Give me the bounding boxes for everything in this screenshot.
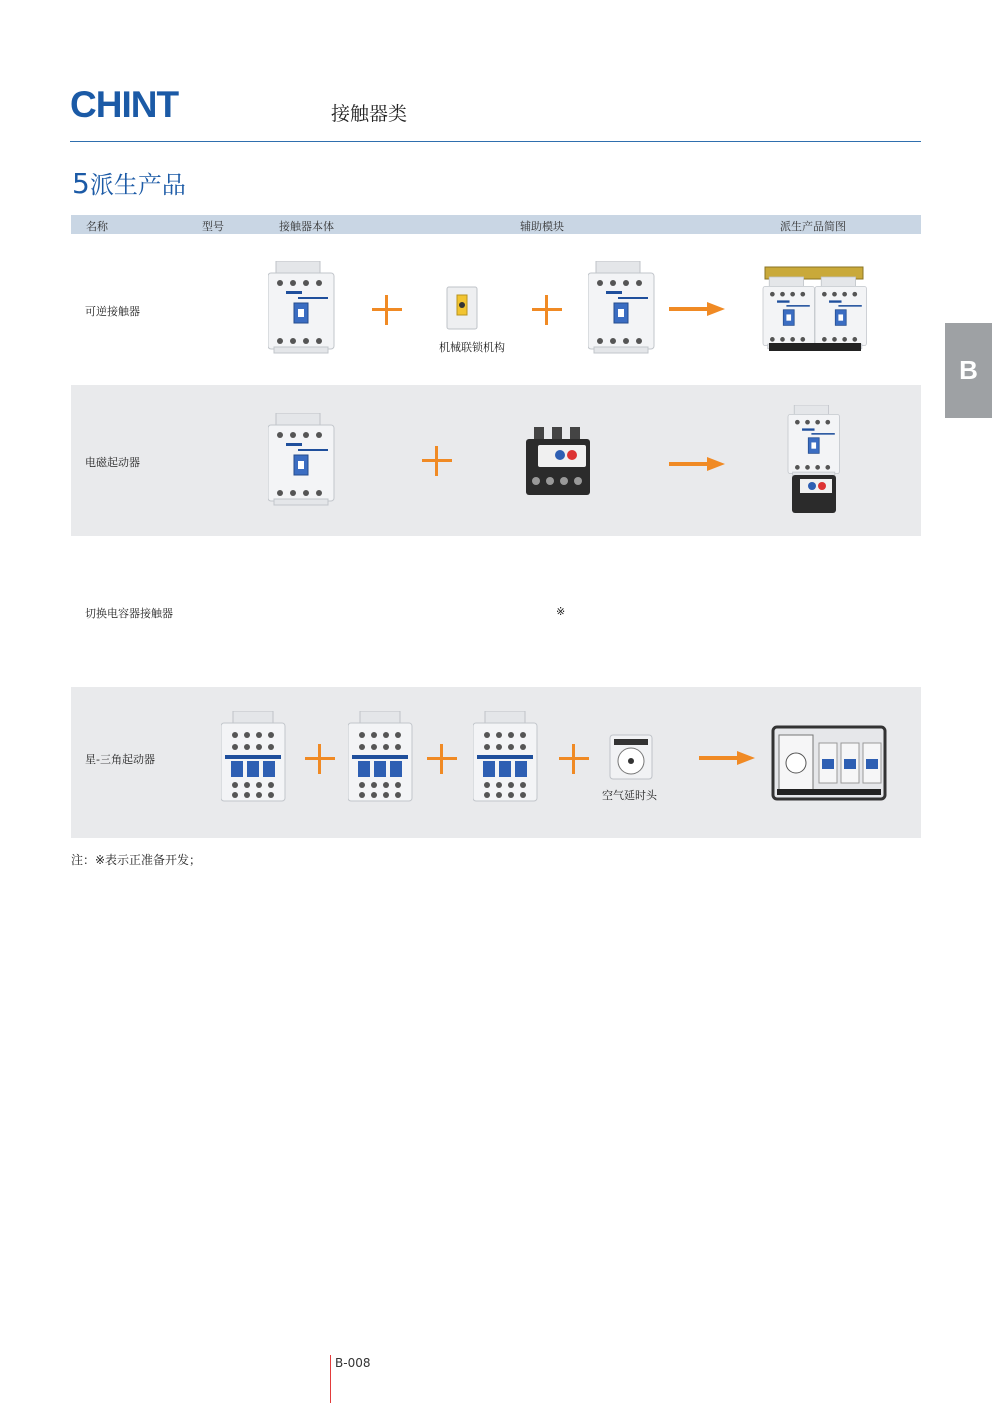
row-name: 电磁起动器 <box>85 456 140 469</box>
plus-icon <box>422 446 452 476</box>
plus-icon <box>532 295 562 325</box>
row-name: 切换电容器接触器 <box>85 607 173 620</box>
contactor-image <box>268 261 336 357</box>
col-header-contactor: 接触器本体 <box>279 220 334 233</box>
star-delta-starter-assembly-image <box>769 723 889 803</box>
module-caption: 空气延时头 <box>602 789 657 802</box>
row-name: 可逆接触器 <box>85 305 140 318</box>
plus-icon <box>372 295 402 325</box>
page-number: B-008 <box>335 1356 371 1370</box>
table-row-star-delta-starter <box>71 687 921 838</box>
plus-icon <box>427 744 457 774</box>
contactor-image <box>348 711 414 803</box>
footnote: 注：※表示正准备开发； <box>71 853 202 867</box>
col-header-derived-diagram: 派生产品简图 <box>780 220 846 233</box>
arrow-icon <box>669 302 725 316</box>
table-header <box>71 215 921 234</box>
header-divider <box>70 141 921 142</box>
contactor-image <box>473 711 539 803</box>
row-name: 星-三角起动器 <box>85 753 155 766</box>
pneumatic-timer-image <box>608 733 654 781</box>
in-development-mark: ※ <box>556 605 566 618</box>
contactor-image <box>268 413 336 509</box>
arrow-icon <box>669 457 725 471</box>
section-number: 5 <box>72 167 90 200</box>
plus-icon <box>559 744 589 774</box>
magnetic-starter-assembly-image <box>786 405 842 517</box>
section-title <box>72 165 186 200</box>
section-side-tab: B <box>945 323 992 418</box>
mechanical-interlock-image <box>445 285 479 331</box>
col-header-aux-module: 辅助模块 <box>520 220 564 233</box>
footer-divider <box>330 1355 331 1403</box>
section-title-text: 派生产品 <box>89 171 186 199</box>
contactor-image <box>588 261 656 357</box>
table-row-reversing-contactor <box>71 235 921 385</box>
contactor-image <box>221 711 287 803</box>
module-caption: 机械联锁机构 <box>439 341 505 354</box>
page-header-title: 接触器类 <box>331 103 408 125</box>
reversing-contactor-assembly-image <box>759 263 869 355</box>
table-row-magnetic-starter <box>71 385 921 536</box>
arrow-icon <box>699 751 755 765</box>
table-row-capacitor-switching-contactor <box>71 536 921 687</box>
col-header-model: 型号 <box>202 220 224 233</box>
chint-logo: CHINT <box>70 84 179 125</box>
plus-icon <box>305 744 335 774</box>
thermal-overload-relay-image <box>524 425 592 497</box>
col-header-name: 名称 <box>86 220 108 233</box>
